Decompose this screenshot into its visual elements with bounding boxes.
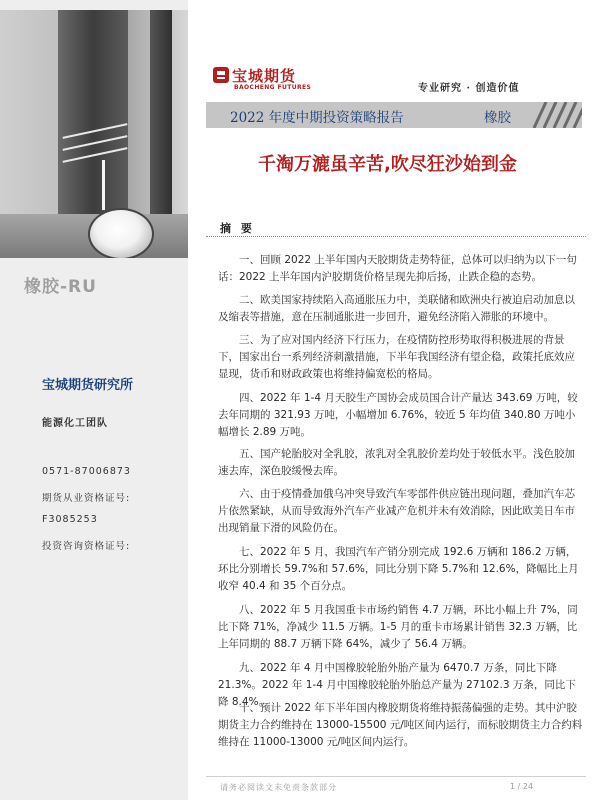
sidebar xyxy=(0,0,188,800)
abstract-paragraph: 三、为了应对国内经济下行压力，在疫情防控形势取得积极进展的背景下，国家出台一系列经济刺激措施，下半年我国经济有望企稳，政策托底效应显现，货币和财政政策也将维持偏宽松的格局。 xyxy=(218,334,575,380)
abstract-paragraph: 五、国产轮胎胶对全乳胶，浓乳对全乳胶价差均处于较低水平。浅色胶加速去库，深色胶缓慢去库。 xyxy=(218,448,575,477)
sidebar-institute: 宝城期货研究所 xyxy=(42,378,134,393)
report-banner xyxy=(206,102,582,128)
abstract-paragraph: 二、欧美国家持续陷入高通胀压力中，美联储和欧洲央行被迫启动加息以及缩表等措施，意在压制通胀进一步回升，避免经济陷入滞胀的环境中。 xyxy=(218,294,575,323)
headline: 千淘万漉虽辛苦,吹尽狂沙始到金 xyxy=(258,154,517,175)
abstract-paragraph: 一、回顾 2022 上半年国内天胶期货走势特征，总体可以归纳为以下一句话：2022 上半年国内沪胶期货价格呈现先抑后扬，止跌企稳的态势。 xyxy=(218,254,577,283)
abstract-paragraph: 四、2022 年 1-4 月天胶生产国协会成员国合计产量达 343.69 万吨，较去年同期的 321.93 万吨，小幅增加 6.76%，较近 5 年均值 340.80 万吨小幅增长 2.89 万吨。 xyxy=(218,392,578,438)
logo-text: 宝城期货 xyxy=(232,67,297,85)
latex-bowl-icon xyxy=(88,208,154,258)
logo-icon xyxy=(212,66,230,84)
footer-disclaimer: 请务必阅读文末免责条款部分 xyxy=(220,783,337,792)
abstract-paragraph: 八、2022 年 5 月我国重卡市场约销售 4.7 万辆，环比小幅上升 7%，同比下降 71%，净减少 11.5 万辆。1-5 月的重卡市场累计销售 32.3 万辆，比上年同期的 88.7 万辆下降 64%，减少了 56.4 万辆。 xyxy=(218,604,578,650)
abstract-paragraph: 七、2022 年 5 月，我国汽车产销分别完成 192.6 万辆和 186.2 万辆，环比分别增长 59.7%和 57.6%，同比分别下降 5.7%和 12.6%，降幅比上月收窄 40.4 和 35 个百分点。 xyxy=(218,546,579,592)
abstract-paragraph: 九、2022 年 4 月中国橡胶轮胎外胎产量为 6470.7 万条，同比下降 21.3%。2022 年 1-4 月中国橡胶轮胎外胎总产量为 27102.3 万条，同比下降 8.4%。 xyxy=(218,662,576,708)
page-number: 1 / 24 xyxy=(510,782,534,791)
abstract-paragraph: 十、预计 2022 年下半年国内橡胶期货将维持振荡偏强的走势。其中沪胶期货主力合约维持在 13000-15500 元/吨区间内运行，而标胶期货主力合约料维持在 11000-13000 元/吨区间内运行。 xyxy=(218,702,583,748)
report-title: 2022 年度中期投资策略报告 xyxy=(230,110,404,126)
sidebar-qual-number: F3085253 xyxy=(42,514,98,525)
report-category: 橡胶 xyxy=(484,110,511,126)
rubber-tree-photo xyxy=(0,10,188,258)
sidebar-invest-label: 投资咨询资格证号: xyxy=(42,541,131,552)
sidebar-qual-label: 期货从业资格证号: xyxy=(42,493,131,504)
sidebar-phone: 0571-87006873 xyxy=(42,466,131,477)
logo-english: BAOCHENG FUTURES xyxy=(234,84,312,91)
footer-divider xyxy=(206,776,586,777)
sidebar-team: 能源化工团队 xyxy=(42,418,108,429)
slogan: 专业研究 · 创造价值 xyxy=(418,83,520,94)
divider xyxy=(206,236,586,237)
abstract-heading: 摘 要 xyxy=(220,222,255,235)
abstract-paragraph: 六、由于疫情叠加俄乌冲突导致汽车零部件供应链出现问题，叠加汽车芯片依然紧缺，从而导致海外汽车产业减产危机并未有效消除，因此欧美日车市出现销量下滑的风险仍在。 xyxy=(218,488,575,534)
stripe-decoration-icon xyxy=(530,102,582,128)
sidebar-subject: 橡胶-RU xyxy=(24,277,97,297)
